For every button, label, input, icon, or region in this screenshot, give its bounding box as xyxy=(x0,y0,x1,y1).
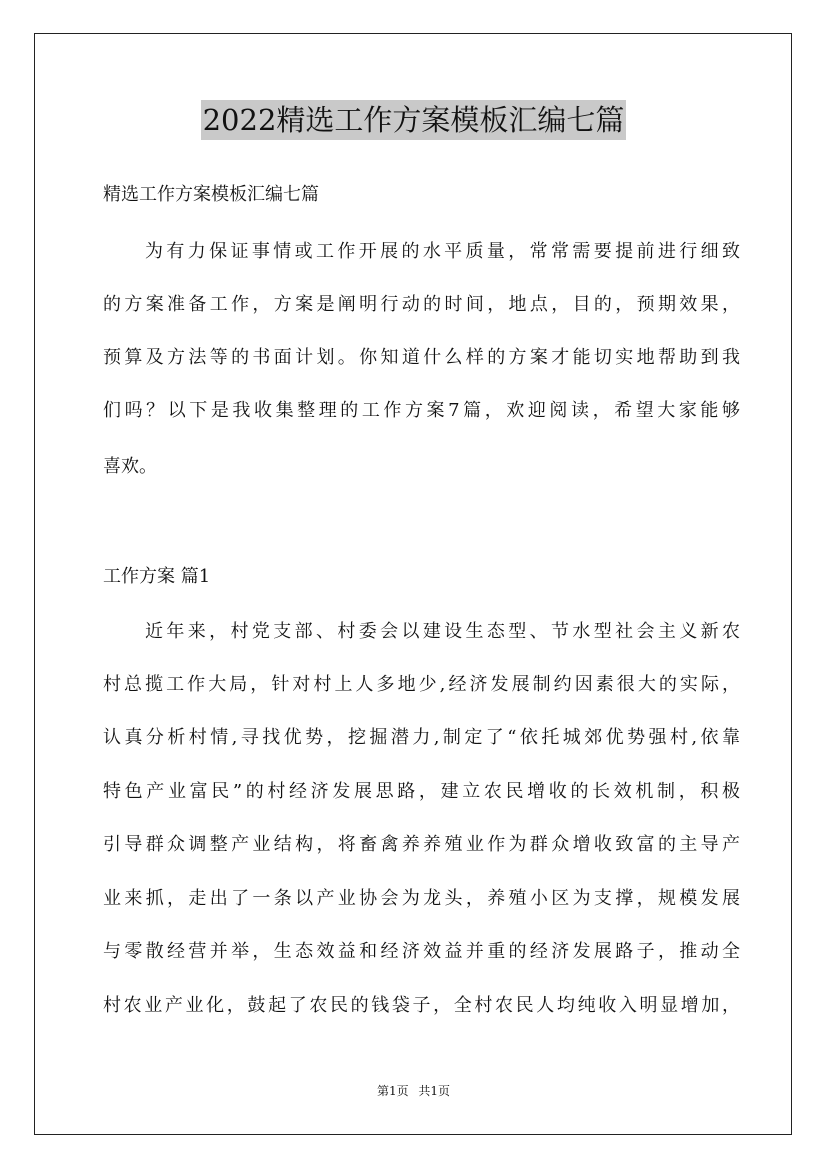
section-line-1: 近年来，村党支部、村委会以建设生态型、节水型社会主义新农 xyxy=(145,621,740,642)
section-line-6: 业来抓，走出了一条以产业协会为龙头，养殖小区为支撑，规模发展 xyxy=(103,888,740,909)
section-line-8: 村农业产业化，鼓起了农民的钱袋子，全村农民人均纯收入明显增加， xyxy=(103,995,740,1016)
intro-line-3: 预算及方法等的书面计划。你知道什么样的方案才能切实地帮助到我 xyxy=(103,347,740,368)
document-title: 2022精选工作方案模板汇编七篇 xyxy=(201,100,627,140)
section-line-2: 村总揽工作大局，针对村上人多地少,经济发展制约因素很大的实际， xyxy=(103,674,740,695)
section-line-7: 与零散经营并举，生态效益和经济效益并重的经济发展路子，推动全 xyxy=(103,941,740,962)
page-footer xyxy=(0,1082,827,1099)
intro-line-5: 喜欢。 xyxy=(103,456,157,477)
title-container xyxy=(0,100,827,140)
page-number: 第1页 xyxy=(376,1084,409,1098)
intro-line-1: 为有力保证事情或工作开展的水平质量，常常需要提前进行细致 xyxy=(145,241,740,262)
document-subtitle: 精选工作方案模板汇编七篇 xyxy=(103,184,319,205)
section-heading: 工作方案 篇1 xyxy=(103,566,211,587)
section-line-3: 认真分析村情,寻找优势，挖掘潜力,制定了“依托城郊优势强村,依靠 xyxy=(103,727,740,748)
page-total: 共1页 xyxy=(418,1084,451,1098)
section-line-4: 特色产业富民”的村经济发展思路，建立农民增收的长效机制，积极 xyxy=(103,781,740,802)
intro-line-2: 的方案准备工作，方案是阐明行动的时间，地点，目的，预期效果， xyxy=(103,294,740,315)
section-line-5: 引导群众调整产业结构，将畜禽养养殖业作为群众增收致富的主导产 xyxy=(103,834,740,855)
intro-line-4: 们吗？以下是我收集整理的工作方案7篇，欢迎阅读，希望大家能够 xyxy=(103,400,740,421)
